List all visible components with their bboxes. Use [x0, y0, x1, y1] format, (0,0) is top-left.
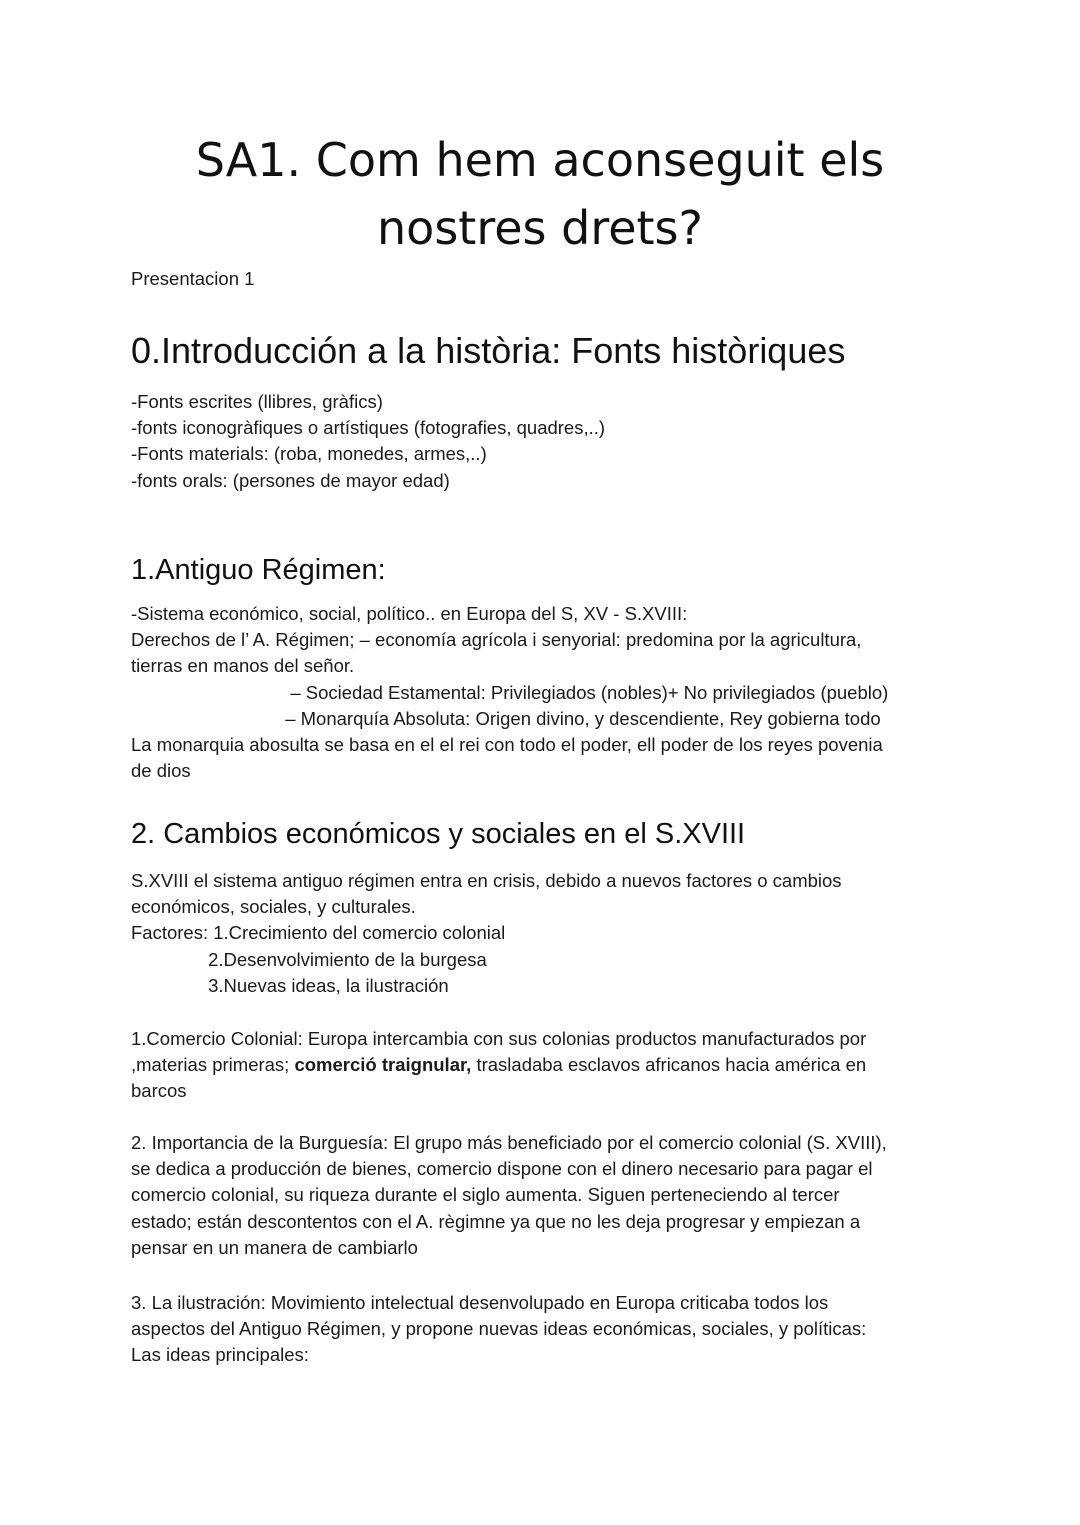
section-0-list [131, 389, 961, 494]
text-line: aspectos del Antiguo Régimen, y propone nuevas ideas económicas, sociales, y políticas: [131, 1318, 867, 1340]
text-line: barcos [131, 1080, 187, 1102]
section-0-heading: 0.Introducción a la història: Fonts històriques [131, 330, 846, 371]
section-2-intro [131, 868, 961, 999]
text-span: trasladaba esclavos africanos hacia américa en [471, 1054, 867, 1076]
text-span: ,materias primeras; [131, 1054, 295, 1076]
text-line: comercio colonial, su riqueza durante el siglo aumenta. Siguen perteneciendo al tercer [131, 1184, 840, 1206]
text-line: estado; están descontentos con el A. règimne ya que no les deja progresar y empiezan a [131, 1210, 861, 1232]
subtitle: Presentacion 1 [131, 268, 255, 289]
text-line: de dios [131, 760, 191, 782]
list-item: -Fonts escrites (llibres, gràfics) [131, 391, 383, 412]
text-line: 2. Importancia de la Burguesía: El grupo más beneficiado por el comercio colonial (S. XVIII), [131, 1132, 887, 1153]
text-line [131, 1052, 961, 1078]
text-line: S.XVIII el sistema antiguo régimen entra en crisis, debido a nuevos factores o cambios [131, 870, 842, 891]
list-item: -fonts iconogràfiques o artístiques (fotografies, quadres,..) [131, 417, 606, 439]
paragraph-burguesia [131, 1130, 961, 1261]
text-line: tierras en manos del señor. [131, 655, 355, 677]
section-2-heading: 2. Cambios económicos y sociales en el S.XVIII [131, 818, 746, 850]
bold-term: comerció traignular, [294, 1054, 472, 1076]
text-line: se dedica a producción de bienes, comercio dispone con el dinero necesario para pagar el [131, 1158, 873, 1180]
text-line: La monarquia abosulta se basa en el el rei con todo el poder, ell poder de los reyes povenia [131, 734, 883, 756]
paragraph-comercio-colonial [131, 1026, 961, 1105]
text-line: -Sistema económico, social, político.. en Europa del S, XV - S.XVIII: [131, 603, 688, 624]
title-line-1: SA1. Com hem aconseguit els [195, 133, 885, 187]
text-line: 3.Nuevas ideas, la ilustración [131, 974, 449, 996]
text-line: – Sociedad Estamental: Privilegiados (nobles)+ No privilegiados (pueblo) [131, 681, 889, 703]
text-line: Las ideas principales: [131, 1344, 309, 1366]
document-title [0, 126, 1080, 262]
text-line: 2.Desenvolvimiento de la burgesa [131, 948, 487, 970]
title-line-2: nostres drets? [377, 201, 703, 255]
text-line: – Monarquía Absoluta: Origen divino, y descendiente, Rey gobierna todo [131, 707, 881, 729]
text-line: pensar en un manera de cambiarlo [131, 1236, 418, 1258]
text-line: económicos, sociales, y culturales. [131, 896, 416, 918]
text-line: 1.Comercio Colonial: Europa intercambia con sus colonias productos manufacturados por [131, 1028, 867, 1049]
text-line: Derechos de l’ A. Régimen; – economía agrícola i senyorial: predomina por la agricultura, [131, 629, 862, 651]
text-line: 3. La ilustración: Movimiento intelectual desenvolupado en Europa criticaba todos los [131, 1292, 829, 1313]
list-item: -Fonts materials: (roba, monedes, armes,..) [131, 443, 487, 465]
section-1-heading: 1.Antiguo Régimen: [131, 554, 386, 586]
paragraph-ilustracion [131, 1290, 961, 1369]
text-line: Factores: 1.Crecimiento del comercio colonial [131, 922, 506, 944]
list-item: -fonts orals: (persones de mayor edad) [131, 469, 450, 491]
section-1-body [131, 601, 961, 784]
